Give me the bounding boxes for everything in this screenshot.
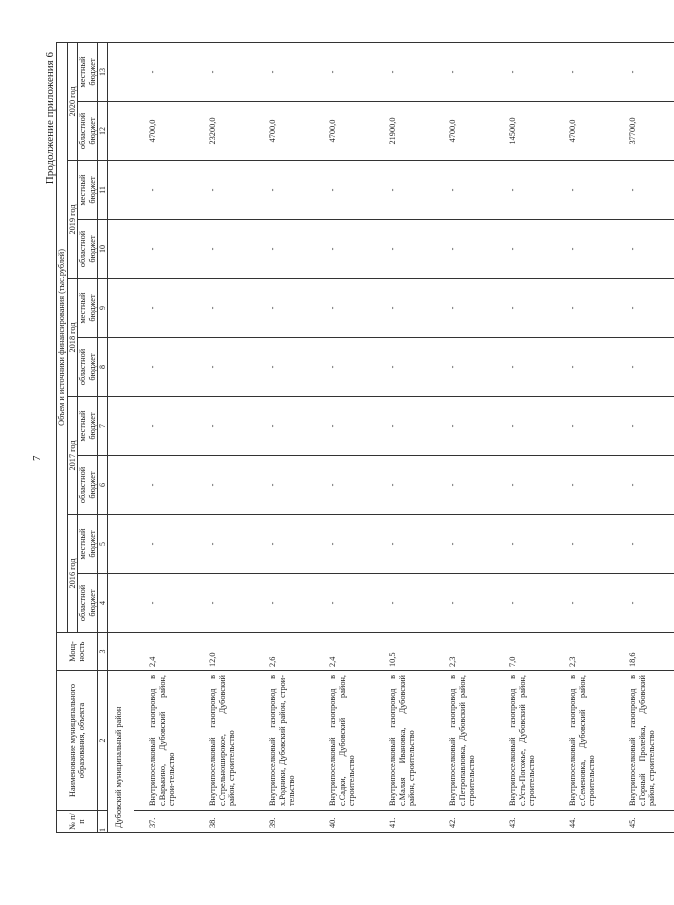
header-regional-budget: областной бюджет <box>78 220 98 279</box>
funding-value: - <box>494 397 554 456</box>
header-year: 2016 год <box>67 515 78 633</box>
funding-value: - <box>554 574 614 633</box>
row-number: 40. <box>314 811 374 833</box>
object-power: 2,3 <box>434 633 494 671</box>
header-local-budget: местный бюджет <box>78 42 98 101</box>
funding-value: - <box>194 456 254 515</box>
funding-value: - <box>134 574 194 633</box>
object-power: 2,4 <box>314 633 374 671</box>
funding-value: - <box>494 220 554 279</box>
column-index: 4 <box>98 574 108 633</box>
funding-value: - <box>254 456 314 515</box>
funding-value: - <box>434 279 494 338</box>
table-row <box>434 42 494 832</box>
table-row <box>134 42 194 832</box>
funding-value: 23200,0 <box>194 102 254 161</box>
funding-value: - <box>314 515 374 574</box>
funding-value: - <box>194 515 254 574</box>
funding-value: - <box>194 279 254 338</box>
funding-value: - <box>134 338 194 397</box>
column-index: 7 <box>98 397 108 456</box>
header-local-budget: местный бюджет <box>78 397 98 456</box>
funding-value: - <box>134 515 194 574</box>
object-name: Внутрипоселковый газопровод в с.Малая Ивановка, Дубовский район, строительство <box>374 671 434 811</box>
header-regional-budget: областной бюджет <box>78 102 98 161</box>
object-power: 18,6 <box>614 633 674 671</box>
table-row <box>374 42 434 832</box>
header-funding: Объем и источники финансирования (тыс.рублей) <box>57 42 68 632</box>
funding-value: - <box>134 456 194 515</box>
funding-value: 4700,0 <box>134 102 194 161</box>
funding-value: - <box>314 338 374 397</box>
funding-value: 14500,0 <box>494 102 554 161</box>
funding-value: - <box>254 515 314 574</box>
table-row <box>254 42 314 832</box>
header-regional-budget: областной бюджет <box>78 456 98 515</box>
funding-value: - <box>254 161 314 220</box>
funding-value: - <box>614 515 674 574</box>
funding-value: - <box>494 279 554 338</box>
row-number: 44. <box>554 811 614 833</box>
header-local-budget: местный бюджет <box>78 515 98 574</box>
funding-value: - <box>554 515 614 574</box>
funding-value: - <box>314 574 374 633</box>
funding-value: - <box>314 397 374 456</box>
object-power: 2,4 <box>134 633 194 671</box>
funding-value: - <box>614 161 674 220</box>
object-power: 12,0 <box>194 633 254 671</box>
table-row <box>554 42 614 832</box>
row-number: 43. <box>494 811 554 833</box>
funding-value: - <box>314 42 374 101</box>
funding-value: - <box>554 456 614 515</box>
header-year: 2018 год <box>67 279 78 397</box>
row-number: 39. <box>254 811 314 833</box>
funding-value: - <box>374 220 434 279</box>
column-index: 10 <box>98 220 108 279</box>
header-regional-budget: областной бюджет <box>78 338 98 397</box>
appendix-note: Продолжение приложения 6 <box>44 52 56 185</box>
funding-value: - <box>374 456 434 515</box>
funding-value: - <box>374 397 434 456</box>
table-row <box>314 42 374 832</box>
funding-value: - <box>434 574 494 633</box>
funding-value: - <box>614 338 674 397</box>
object-name: Внутрипоселковый газопровод в с.Стрельноширокое, Дубовский район, строительство <box>194 671 254 811</box>
column-index: 11 <box>98 161 108 220</box>
object-name: Внутрипоселковый газопровод в с.Семеновка, Дубовский район, строительство <box>554 671 614 811</box>
funding-value: - <box>374 161 434 220</box>
funding-value: - <box>254 338 314 397</box>
object-power: 10,5 <box>374 633 434 671</box>
funding-value: - <box>434 338 494 397</box>
funding-value: - <box>434 515 494 574</box>
funding-value: - <box>254 220 314 279</box>
funding-value: - <box>614 42 674 101</box>
funding-value: - <box>434 161 494 220</box>
funding-value: - <box>374 279 434 338</box>
object-power: 7,0 <box>494 633 554 671</box>
header-local-budget: местный бюджет <box>78 161 98 220</box>
object-name: Внутрипоселковый газопровод в с.Усть-Погожье, Дубовский район, строительство <box>494 671 554 811</box>
funding-value: - <box>194 161 254 220</box>
funding-value: - <box>434 42 494 101</box>
row-number: 41. <box>374 811 434 833</box>
section-row <box>108 42 135 832</box>
funding-value: - <box>314 220 374 279</box>
section-title: Дубовский муниципальный район <box>108 671 135 833</box>
funding-value: - <box>194 220 254 279</box>
table-row <box>614 42 674 832</box>
page-number: 7 <box>31 455 43 461</box>
funding-value: - <box>494 456 554 515</box>
funding-value: - <box>254 42 314 101</box>
funding-value: - <box>194 42 254 101</box>
row-number: 42. <box>434 811 494 833</box>
funding-value: - <box>554 397 614 456</box>
funding-value: - <box>254 397 314 456</box>
header-no: № п/п <box>57 811 98 833</box>
funding-value: - <box>254 574 314 633</box>
funding-value: 4700,0 <box>314 102 374 161</box>
object-power: 2,6 <box>254 633 314 671</box>
funding-value: - <box>614 397 674 456</box>
funding-value: - <box>494 574 554 633</box>
funding-value: - <box>614 220 674 279</box>
funding-value: - <box>434 220 494 279</box>
header-year: 2019 год <box>67 161 78 279</box>
funding-value: - <box>254 279 314 338</box>
funding-value: - <box>434 456 494 515</box>
header-regional-budget: областной бюджет <box>78 574 98 633</box>
funding-value: - <box>134 397 194 456</box>
funding-value: - <box>314 456 374 515</box>
funding-value: - <box>374 574 434 633</box>
funding-value: 21900,0 <box>374 102 434 161</box>
object-name: Внутрипоселковый газопровод в с.Варькино, Дубовский район, строи-тельство <box>134 671 194 811</box>
header-power: Мощ-ность <box>57 633 98 671</box>
column-index: 1 <box>98 811 108 833</box>
funding-value: - <box>374 338 434 397</box>
funding-value: - <box>494 515 554 574</box>
funding-table <box>56 42 674 833</box>
funding-value: - <box>134 279 194 338</box>
header-year: 2017 год <box>67 397 78 515</box>
column-index: 9 <box>98 279 108 338</box>
funding-value: - <box>494 42 554 101</box>
funding-value: - <box>614 279 674 338</box>
funding-value: 4700,0 <box>554 102 614 161</box>
funding-value: - <box>134 161 194 220</box>
column-index-row <box>98 42 108 832</box>
funding-value: - <box>134 42 194 101</box>
header-name: Наименование муниципального образования, объекта <box>57 671 98 811</box>
table-row <box>194 42 254 832</box>
funding-value: - <box>554 338 614 397</box>
column-index: 8 <box>98 338 108 397</box>
object-name: Внутрипоселковый газопровод в с.Горный Пролейка, Дубовский район, строительство <box>614 671 674 811</box>
column-index: 5 <box>98 515 108 574</box>
object-power: 2,3 <box>554 633 614 671</box>
object-name: Внутрипоселковый газопровод в х.Родники, Дубовский район, строи-тельство <box>254 671 314 811</box>
funding-value: - <box>374 42 434 101</box>
column-index: 13 <box>98 42 108 101</box>
row-number: 37. <box>134 811 194 833</box>
funding-value: - <box>614 574 674 633</box>
funding-value: 37700,0 <box>614 102 674 161</box>
funding-value: - <box>494 161 554 220</box>
funding-value: - <box>194 574 254 633</box>
object-name: Внутрипоселковый газопровод в с.Петропавловка, Дубовский район, строительство <box>434 671 494 811</box>
funding-value: - <box>374 515 434 574</box>
row-number: 38. <box>194 811 254 833</box>
row-number: 45. <box>614 811 674 833</box>
funding-value: - <box>314 279 374 338</box>
funding-value: - <box>554 42 614 101</box>
header-year: 2020 год <box>67 42 78 160</box>
funding-value: - <box>194 338 254 397</box>
column-index: 12 <box>98 102 108 161</box>
header-local-budget: местный бюджет <box>78 279 98 338</box>
table-header <box>57 42 108 832</box>
column-index: 3 <box>98 633 108 671</box>
funding-value: - <box>194 397 254 456</box>
funding-value: - <box>434 397 494 456</box>
funding-value: - <box>554 279 614 338</box>
table-body <box>108 42 674 832</box>
funding-value: 4700,0 <box>434 102 494 161</box>
funding-value: - <box>494 338 554 397</box>
funding-value: - <box>614 456 674 515</box>
column-index: 6 <box>98 456 108 515</box>
funding-value: - <box>554 161 614 220</box>
funding-value: - <box>314 161 374 220</box>
column-index: 2 <box>98 671 108 811</box>
object-name: Внутрипоселковый газопровод в с.Садки, Дубовский район, строительство <box>314 671 374 811</box>
table-row <box>494 42 554 832</box>
funding-value: 4700,0 <box>254 102 314 161</box>
funding-value: - <box>554 220 614 279</box>
funding-value: - <box>134 220 194 279</box>
